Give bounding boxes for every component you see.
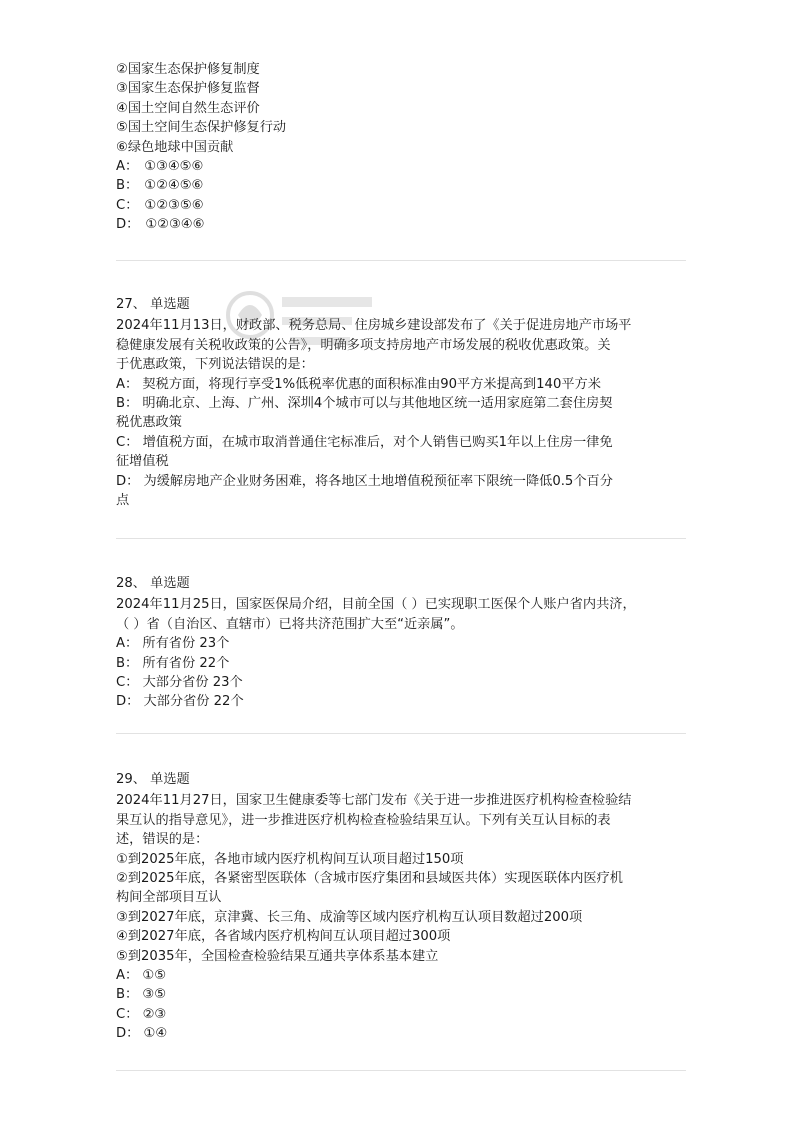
statement-1: ①到2025年底，各地市域内医疗机构间互认项目超过150项 xyxy=(116,851,464,867)
question-28 xyxy=(116,574,686,712)
option-d[interactable]: D： 为缓解房地产企业财务困难，将各地区土地增值税预征率下限统一降低0.5个百分 xyxy=(116,473,613,489)
prev-item-2: ②国家生态保护修复制度 xyxy=(116,62,260,77)
question-header: 28、 单选题 xyxy=(116,576,190,591)
option-c[interactable]: C： ②③ xyxy=(116,1006,167,1022)
statement-3: ③到2027年底，京津冀、长三角、成渝等区域内医疗机构互认项目数超过200项 xyxy=(116,909,583,925)
option-a[interactable]: A： ①⑤ xyxy=(116,968,167,984)
prev-item-5: ⑤国土空间生态保护修复行动 xyxy=(116,120,287,136)
stem-line: （ ）省（自治区、直辖市）已将共济范围扩大至“近亲属”。 xyxy=(116,616,464,632)
divider xyxy=(116,260,686,261)
statement-4: ④到2027年底，各省域内医疗机构间互认项目超过300项 xyxy=(116,929,451,945)
question-header: 27、 单选题 xyxy=(116,297,190,312)
question-header: 29、 单选题 xyxy=(116,772,190,787)
stem-line: 2024年11月25日，国家医保局介绍，目前全国（ ）已实现职工医保个人账户省内共济， xyxy=(116,597,636,613)
option-c[interactable]: C： 大部分省份 23个 xyxy=(116,675,243,691)
option-b[interactable]: B： ③⑤ xyxy=(116,987,167,1003)
prev-option-a[interactable] xyxy=(116,157,686,176)
option-c[interactable]: C： 增值税方面，在城市取消普通住宅标准后，对个人销售已购买1年以上住房一律免 xyxy=(116,434,613,450)
option-a[interactable]: A： 所有省份 23个 xyxy=(116,636,230,652)
stem-line: 稳健康发展有关税收政策的公告》，明确多项支持房地产市场发展的税收优惠政策。关 xyxy=(116,337,611,353)
stem-line: 果互认的指导意见》，进一步推进医疗机构检查检验结果互认。下列有关互认目标的表 xyxy=(116,812,611,828)
stem-line: 2024年11月13日，财政部、税务总局、住房城乡建设部发布了《关于促进房地产市场平 xyxy=(116,318,632,334)
option-c-cont[interactable]: 征增值税 xyxy=(116,454,169,470)
prev-option-d[interactable] xyxy=(116,215,686,234)
question-29 xyxy=(116,770,686,1044)
option-b-cont[interactable]: 税优惠政策 xyxy=(116,415,182,431)
option-d[interactable]: D： ①④ xyxy=(116,1026,168,1042)
prev-item-4: ④国土空间自然生态评价 xyxy=(116,100,260,116)
question-27 xyxy=(116,295,686,510)
option-text: ①②③⑤⑥ xyxy=(144,197,204,213)
option-b[interactable]: B： 所有省份 22个 xyxy=(116,655,230,671)
option-letter: B： xyxy=(116,178,139,194)
option-a[interactable]: A： 契税方面，将现行享受1%低税率优惠的面积标准由90平方米提高到140平方米 xyxy=(116,376,601,392)
option-letter: A： xyxy=(116,159,139,175)
option-text: ①③④⑤⑥ xyxy=(144,159,204,175)
option-text: ①②④⑤⑥ xyxy=(144,178,204,194)
prev-item-6: ⑥绿色地球中国贡献 xyxy=(116,139,234,155)
option-text: ①②③④⑥ xyxy=(145,217,205,233)
statement-2-cont: 构间全部项目互认 xyxy=(116,890,222,906)
divider xyxy=(116,538,686,539)
stem-line: 2024年11月27日，国家卫生健康委等七部门发布《关于进一步推进医疗机构检查检验结 xyxy=(116,793,632,809)
stem-line: 述，错误的是： xyxy=(116,832,209,848)
stem-line: 于优惠政策，下列说法错误的是： xyxy=(116,357,314,373)
prev-option-c[interactable] xyxy=(116,196,686,215)
prev-option-b[interactable] xyxy=(116,176,686,195)
prev-item-3: ③国家生态保护修复监督 xyxy=(116,81,260,97)
option-letter: D： xyxy=(116,217,140,233)
statement-2: ②到2025年底，各紧密型医联体（含城市医疗集团和县域医共体）实现医联体内医疗机 xyxy=(116,871,623,887)
prev-question xyxy=(116,60,686,235)
divider xyxy=(116,1070,686,1071)
option-d[interactable]: D： 大部分省份 22个 xyxy=(116,694,244,710)
option-letter: C： xyxy=(116,197,139,213)
statement-5: ⑤到2035年，全国检查检验结果互通共享体系基本建立 xyxy=(116,948,439,964)
option-d-cont[interactable]: 点 xyxy=(116,493,130,509)
divider xyxy=(116,733,686,734)
option-b[interactable]: B： 明确北京、上海、广州、深圳4个城市可以与其他地区统一适用家庭第二套住房契 xyxy=(116,396,613,412)
